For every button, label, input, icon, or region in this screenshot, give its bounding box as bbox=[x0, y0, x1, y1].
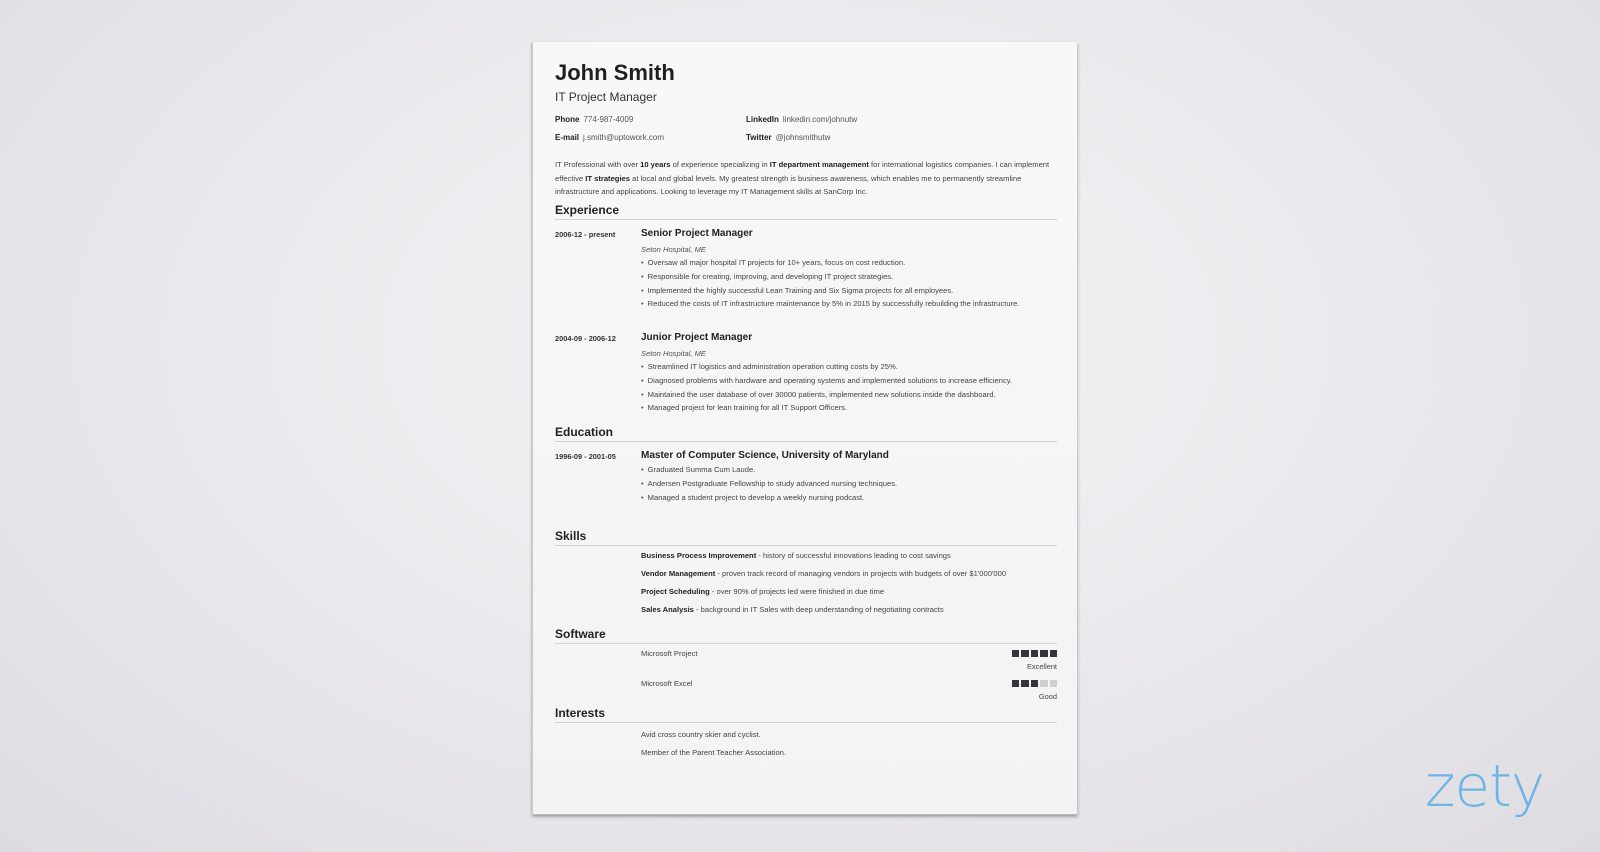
interest-item: Avid cross country skier and cyclist. bbox=[641, 730, 761, 739]
rating-dot-filled bbox=[1040, 650, 1048, 657]
rating-dot-filled bbox=[1031, 650, 1039, 657]
skill-item: Vendor Management - proven track record of managing vendors in projects with budgets of over $1'000'000 bbox=[641, 569, 1007, 578]
skill-item: Business Process Improvement - history of successful innovations leading to cost savings bbox=[641, 551, 951, 560]
section-title-interests: Interests bbox=[555, 706, 1057, 723]
contact-value: j.smith@uptowork.com bbox=[583, 133, 665, 142]
bullet-item: • Maintained the user database of over 30000 patients, implemented new solutions inside the dashboard. bbox=[641, 388, 1012, 402]
software-name: Microsoft Excel bbox=[641, 679, 693, 688]
entry-bullets bbox=[641, 360, 1012, 415]
interest-item: Member of the Parent Teacher Association. bbox=[641, 748, 787, 757]
bullet-item: • Managed a student project to develop a weekly nursing podcast. bbox=[641, 491, 897, 505]
bullet-item: • Streamlined IT logistics and administration operation cutting costs by 25%. bbox=[641, 360, 1012, 374]
software-name: Microsoft Project bbox=[641, 649, 698, 658]
contact-value: 774-987-4009 bbox=[583, 115, 634, 124]
contact-phone bbox=[555, 115, 633, 124]
entry-organization: Seton Hospital, ME bbox=[641, 245, 706, 254]
contact-linkedin bbox=[746, 115, 857, 124]
contact-value: linkedin.com/johnutw bbox=[782, 115, 858, 124]
entry-title: Senior Project Manager bbox=[641, 228, 753, 239]
entry-organization: Seton Hospital, ME bbox=[641, 349, 706, 358]
rating-dot-filled bbox=[1021, 680, 1029, 687]
section-title-software: Software bbox=[555, 627, 1057, 644]
entry-date: 2004-09 - 2006-12 bbox=[555, 334, 616, 343]
rating-label: Good bbox=[1038, 692, 1057, 701]
section-title-skills: Skills bbox=[555, 529, 1057, 546]
rating-dots bbox=[1012, 650, 1058, 657]
entry-date: 2006-12 - present bbox=[555, 230, 616, 239]
rating-dot-filled bbox=[1031, 680, 1039, 687]
entry-date: 1996-09 - 2001-05 bbox=[555, 452, 616, 461]
rating-dot-filled bbox=[1012, 650, 1020, 657]
rating-dot-empty bbox=[1040, 680, 1048, 687]
entry-bullets bbox=[641, 463, 897, 504]
bullet-item: • Responsible for creating, improving, and developing IT project strategies. bbox=[641, 270, 1019, 284]
entry-bullets bbox=[641, 256, 1019, 311]
contact-label: Phone bbox=[555, 115, 580, 124]
rating-label: Excellent bbox=[1027, 662, 1057, 671]
skill-item: Sales Analysis - background in IT Sales with deep understanding of negotiating contracts bbox=[641, 605, 944, 614]
contact-label: LinkedIn bbox=[746, 115, 779, 124]
resume-job-title: IT Project Manager bbox=[555, 90, 657, 104]
contact-label: E-mail bbox=[555, 133, 580, 142]
contact-value: @johnsmithutw bbox=[775, 133, 831, 142]
bullet-item: • Diagnosed problems with hardware and operating systems and implemented solutions to increase efficiency. bbox=[641, 374, 1012, 388]
zety-logo: zety bbox=[1425, 752, 1545, 820]
rating-dot-empty bbox=[1050, 680, 1058, 687]
bullet-item: • Oversaw all major hospital IT projects for 10+ years, focus on cost reduction. bbox=[641, 256, 1019, 270]
section-title-experience: Experience bbox=[555, 203, 1057, 220]
contact-email bbox=[555, 133, 664, 142]
bullet-item: • Implemented the highly successful Lean Training and Six Sigma projects for all employees. bbox=[641, 284, 1019, 298]
entry-title: Junior Project Manager bbox=[641, 332, 753, 343]
contact-label: Twitter bbox=[746, 133, 772, 142]
resume-page bbox=[532, 42, 1077, 815]
professional-summary: IT Professional with over 10 years of experience specializing in IT department management for international logistics companies. I can implement effective IT strategies at local and global levels. My greatest strength is business awareness, which enables me to permanently streamline infrastructure and applications. Looking to leverage my IT Management skills at SanCorp Inc. bbox=[555, 160, 1050, 197]
rating-dots bbox=[1012, 680, 1058, 687]
section-title-education: Education bbox=[555, 425, 1057, 442]
skill-item: Project Scheduling - over 90% of projects led were finished in due time bbox=[641, 587, 885, 596]
resume-name: John Smith bbox=[555, 60, 675, 85]
rating-dot-filled bbox=[1050, 650, 1058, 657]
bullet-item: • Reduced the costs of IT infrastructure maintenance by 5% in 2015 by successfully rebuilding the infrastructure. bbox=[641, 297, 1019, 311]
bullet-item: • Andersen Postgraduate Fellowship to study advanced nursing techniques. bbox=[641, 477, 897, 491]
bullet-item: • Managed project for lean training for all IT Support Officers. bbox=[641, 401, 1012, 415]
rating-dot-filled bbox=[1021, 650, 1029, 657]
contact-twitter bbox=[746, 133, 830, 142]
bullet-item: • Graduated Summa Cum Laude. bbox=[641, 463, 897, 477]
entry-title: Master of Computer Science, University of Maryland bbox=[641, 450, 889, 461]
rating-dot-filled bbox=[1012, 680, 1020, 687]
